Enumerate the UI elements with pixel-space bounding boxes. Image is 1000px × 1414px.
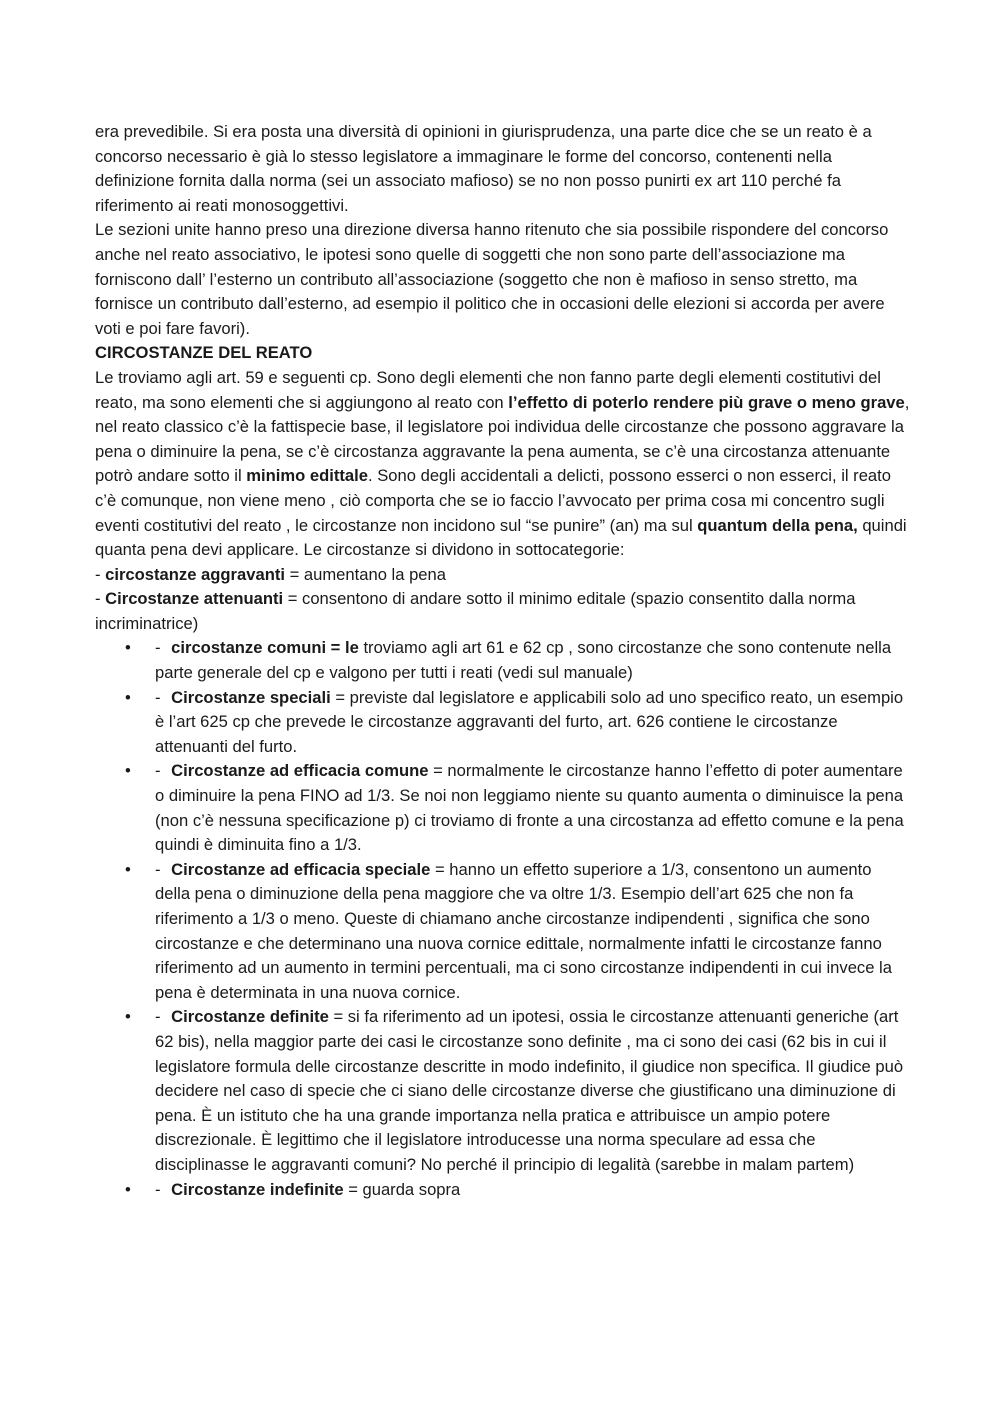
text-span: Le troviamo agli art. 59 e seguenti cp. Sono degli elementi che non fanno parte degli elementi costitutivi del reato, ma sono elementi che si aggiungono al reato con xyxy=(95,367,881,412)
dash-prefix: - xyxy=(155,1179,161,1199)
list-item xyxy=(95,759,910,857)
list-item xyxy=(95,1005,910,1177)
bullet-icon: • xyxy=(125,1179,131,1199)
list-item xyxy=(95,1178,910,1203)
bold-term: Circostanze attenuanti xyxy=(105,589,284,609)
line-incriminatrice: incriminatrice) xyxy=(95,613,199,633)
definition-text: = aumentano la pena xyxy=(284,564,446,584)
dash-prefix: - xyxy=(95,589,106,609)
bold-term: circostanze aggravanti xyxy=(105,564,285,584)
bold-term: Circostanze ad efficacia speciale xyxy=(171,859,431,879)
bullet-icon: • xyxy=(125,761,131,781)
bullet-icon: • xyxy=(125,1007,131,1027)
bold-span: l’effetto di poterlo rendere più grave o meno grave xyxy=(508,392,905,412)
paragraph-sezioni-unite: Le sezioni unite hanno preso una direzione diversa hanno ritenuto che sia possibile rispondere del concorso anche nel reato associativo, le ipotesi sono quelle di soggetti che non sono parte dell’associazione ma forniscono dall’ l’esterno un contributo all’associazione (soggetto che non è mafioso in senso stretto, ma fornisce un contributo dall’esterno, ad esempio il politico che in occasioni delle elezioni si accorda per avere voti e poi fare favori). xyxy=(95,220,889,338)
dash-prefix: - xyxy=(155,638,161,658)
line-attenuanti xyxy=(95,587,910,612)
bold-term: Circostanze definite xyxy=(171,1007,329,1027)
text-span: . Sono degli accidentali a delicti, possono esserci o non esserci, il reato c’è comunque, non viene meno , ciò comporta che se io faccio l’avvocato per prima cosa mi concentro sugli eventi costitutivi del reato , le circostanze non incidono sul “se punire” (an) ma sul xyxy=(95,466,891,535)
list-item xyxy=(95,686,910,760)
bullet-icon: • xyxy=(125,859,131,879)
bold-span: minimo edittale xyxy=(246,466,368,486)
list-item xyxy=(95,636,910,685)
item-text: = guarda sopra xyxy=(343,1179,461,1199)
document-page xyxy=(95,120,910,1202)
list-item xyxy=(95,858,910,1006)
paragraph-concorso: era prevedibile. Si era posta una diversità di opinioni in giurisprudenza, una parte dice che se un reato è a concorso necessario è già lo stesso legislatore a immaginare le forme del concorso, contenenti nella definizione fornita dalla norma (sei un associato mafioso) se no non posso punirti ex art 110 perché fa riferimento ai reati monosoggettivi. xyxy=(95,122,872,215)
item-text: troviamo agli art 61 e 62 cp , sono circostanze che sono contenute nella parte generale del cp e valgono per tutti i reati (vedi sul manuale) xyxy=(155,638,892,683)
definition-text: = consentono di andare sotto il minimo editale (spazio consentito dalla norma xyxy=(283,589,856,609)
item-text: = si fa riferimento ad un ipotesi, ossia le circostanze attenuanti generiche (art 62 bis), nella maggior parte dei casi le circostanze sono definite , ma ci sono dei casi (62 bis in cui il legislatore formula delle circostanze descritte in modo indefinito, il giudice non specifica. Il giudice può decidere nel caso di specie che ci siano delle circostanze diverse che giustificano una diminuzione di pena. È un istituto che ha una grande importanza nella pratica e attribuisce un ampio potere discrezionale. È legittimo che il legislatore introducesse una norma speculare ad essa che disciplinasse le aggravanti comuni? No perché il principio di legalità (sarebbe in malam partem) xyxy=(155,1007,904,1174)
bullet-icon: • xyxy=(125,638,131,658)
bullet-icon: • xyxy=(125,687,131,707)
item-text: = previste dal legislatore e applicabili solo ad uno specifico reato, un esempio è l’art 625 cp che prevede le circostanze aggravanti del furto, art. 626 contiene le circostanze attenuanti del furto. xyxy=(155,687,904,756)
dash-prefix: - xyxy=(95,564,106,584)
bold-term: Circostanze indefinite xyxy=(171,1179,344,1199)
dash-prefix: - xyxy=(155,761,161,781)
paragraph-circostanze-intro xyxy=(95,366,910,563)
text-span: , nel reato classico c’è la fattispecie base, il legislatore poi individua delle circostanze che possono aggravare la pena o diminuire la pena, se c’è circostanza aggravante la pena aumenta, se c’è una circostanza attenuante potrò andare sotto il xyxy=(95,392,910,486)
circostanze-list xyxy=(95,636,910,1202)
bold-span: quantum della pena, xyxy=(697,515,858,535)
bold-term: Circostanze ad efficacia comune xyxy=(171,761,429,781)
dash-prefix: - xyxy=(155,859,161,879)
section-heading: CIRCOSTANZE DEL REATO xyxy=(95,343,313,363)
bold-term: Circostanze speciali xyxy=(171,687,331,707)
bold-term: circostanze comuni = le xyxy=(171,638,359,658)
line-aggravanti xyxy=(95,563,910,588)
dash-prefix: - xyxy=(155,1007,161,1027)
dash-prefix: - xyxy=(155,687,161,707)
text-span: quindi quanta pena devi applicare. Le circostanze si dividono in sottocategorie: xyxy=(95,515,907,560)
item-text: = hanno un effetto superiore a 1/3, consentono un aumento della pena o diminuzione della pena maggiore che va oltre 1/3. Esempio dell’art 625 che non fa riferimento a 1/3 o meno. Queste di chiamano anche circostanze indipendenti , significa che sono circostanze e che determinano una nuova cornice edittale, normalmente infatti le circostanze fanno riferimento ad un aumento in termini percentuali, ma ci sono circostanze indipendenti in cui invece la pena è determinata in una nuova cornice. xyxy=(155,859,892,1002)
item-text: = normalmente le circostanze hanno l’effetto di poter aumentare o diminuire la pena FINO ad 1/3. Se noi non leggiamo niente su quanto aumenta o diminuisce la pena (non c’è nessuna specificazione p) ci troviamo di fronte a una circostanza ad effetto comune e la pena quindi è diminuita fino a 1/3. xyxy=(155,761,904,855)
